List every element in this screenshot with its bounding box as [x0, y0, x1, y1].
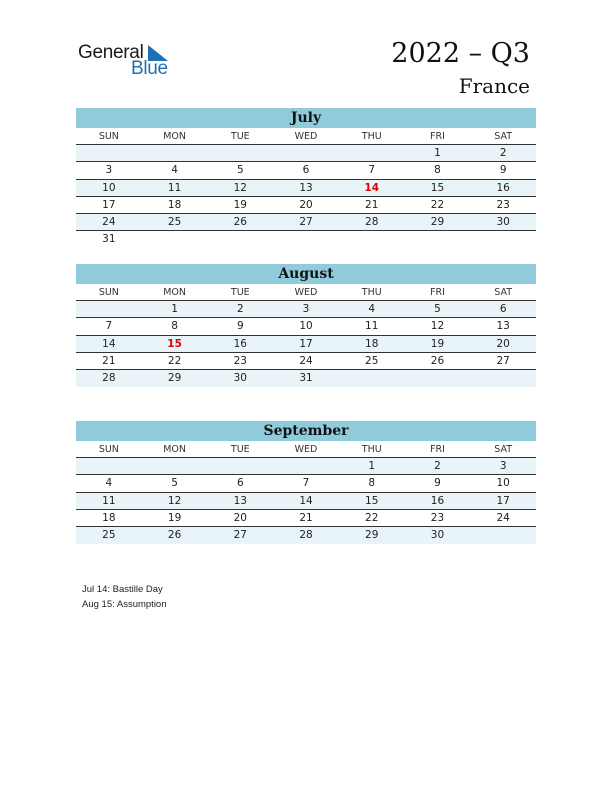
month-header: July [76, 108, 536, 128]
day-cell: 17 [102, 198, 116, 211]
day-cell: 14 [299, 494, 313, 507]
day-cell: 29 [430, 216, 445, 229]
day-cell: 4 [171, 164, 178, 177]
weekday-label: WED [294, 287, 318, 298]
month-header: August [76, 264, 536, 284]
weekday-label: FRI [430, 131, 445, 142]
day-cell: 19 [167, 511, 182, 524]
weekday-label: TUE [230, 131, 250, 142]
day-cell [207, 458, 273, 474]
week-row [76, 301, 536, 318]
day-cell: 26 [233, 216, 247, 229]
weekday-label: SAT [494, 131, 513, 142]
day-cell [339, 231, 405, 248]
weekday-label: SUN [98, 131, 119, 142]
logo-general-text: General [78, 42, 144, 63]
day-cell: 8 [368, 477, 376, 490]
week-row [76, 370, 536, 387]
day-cell: 17 [299, 337, 313, 350]
day-cell: 19 [430, 337, 445, 350]
day-cell: 25 [167, 216, 182, 229]
day-cell: 29 [365, 529, 379, 542]
weekday-label: SUN [98, 287, 119, 298]
day-cell: 20 [299, 198, 313, 211]
day-cell: 26 [430, 354, 445, 367]
day-cell [470, 231, 536, 248]
week-row [76, 180, 536, 197]
day-cell: 18 [167, 198, 182, 211]
day-cell: 23 [496, 198, 510, 211]
day-cell: 6 [499, 303, 507, 315]
day-cell: 23 [430, 511, 445, 524]
day-cell: 16 [233, 337, 247, 350]
week-row [76, 145, 536, 162]
day-cell: 4 [368, 303, 376, 315]
day-cell [273, 231, 339, 248]
day-cell: 18 [365, 337, 379, 350]
day-cell: 22 [430, 198, 445, 211]
month-august [76, 264, 536, 387]
holiday-notes [82, 582, 167, 612]
week-row [76, 336, 536, 353]
month-september [76, 421, 536, 544]
day-cell: 15 [430, 181, 445, 194]
day-cell: 21 [365, 198, 379, 211]
day-cell: 15 [365, 494, 379, 507]
day-cell: 24 [102, 216, 116, 229]
day-cell: 11 [365, 320, 379, 333]
week-row [76, 510, 536, 527]
day-cell: 27 [233, 529, 247, 542]
day-cell: 12 [233, 181, 247, 194]
day-cell: 25 [102, 529, 116, 542]
day-cell: 27 [496, 354, 510, 367]
day-cell [142, 145, 208, 161]
weekday-label: TUE [230, 444, 250, 455]
holiday-day-cell: 14 [364, 181, 380, 194]
day-cell [470, 527, 536, 544]
weekday-label: THU [361, 131, 382, 142]
day-cell: 31 [299, 372, 313, 385]
day-cell: 26 [167, 529, 182, 542]
weekday-label: THU [361, 444, 382, 455]
weekday-label: SAT [494, 444, 513, 455]
day-cell: 17 [496, 494, 510, 507]
day-cell [142, 458, 208, 474]
day-cell: 11 [102, 494, 116, 507]
day-cell: 31 [102, 233, 116, 246]
weekday-label: SAT [494, 287, 513, 298]
day-cell: 20 [496, 337, 510, 350]
day-cell [339, 370, 405, 387]
day-cell: 10 [102, 181, 116, 194]
day-cell: 14 [102, 337, 116, 350]
day-cell: 2 [499, 147, 507, 159]
day-cell: 1 [171, 303, 178, 315]
day-cell: 2 [434, 460, 441, 472]
day-cell: 24 [496, 511, 510, 524]
day-cell: 25 [365, 354, 379, 367]
day-cell: 13 [233, 494, 247, 507]
day-cell: 16 [430, 494, 445, 507]
day-cell: 30 [496, 216, 510, 229]
day-cell: 28 [299, 529, 313, 542]
day-cell: 21 [102, 354, 116, 367]
day-cell: 22 [167, 354, 182, 367]
week-row [76, 214, 536, 231]
weekday-label: FRI [430, 444, 445, 455]
day-cell: 22 [365, 511, 379, 524]
weekday-label: MON [163, 287, 186, 298]
day-cell: 1 [434, 147, 441, 159]
weekday-label: THU [361, 287, 382, 298]
week-row [76, 493, 536, 510]
logo [78, 42, 178, 78]
day-cell: 13 [496, 320, 510, 333]
day-cell [76, 145, 142, 161]
day-cell: 10 [496, 477, 510, 490]
day-cell: 5 [434, 303, 441, 315]
day-cell: 28 [365, 216, 379, 229]
day-cell: 5 [171, 477, 178, 490]
day-cell: 3 [499, 460, 507, 472]
weekday-label: TUE [230, 287, 250, 298]
day-cell: 24 [299, 354, 313, 367]
month-july [76, 108, 536, 249]
day-cell: 2 [236, 303, 244, 315]
week-row [76, 353, 536, 370]
day-cell: 5 [236, 164, 244, 177]
day-cell: 9 [434, 477, 441, 490]
day-cell [470, 370, 536, 387]
day-cell: 6 [302, 164, 310, 177]
weekday-label: WED [294, 131, 318, 142]
week-row [76, 197, 536, 214]
day-cell [76, 458, 142, 474]
day-cell [339, 145, 405, 161]
day-cell: 29 [167, 372, 182, 385]
day-cell: 9 [499, 164, 507, 177]
day-cell: 11 [167, 181, 182, 194]
weekday-label: MON [163, 131, 186, 142]
day-cell: 12 [430, 320, 445, 333]
country-name: France [458, 74, 530, 98]
weekday-label: WED [294, 444, 318, 455]
day-cell [405, 231, 471, 248]
day-cell [142, 231, 208, 248]
day-cell: 12 [167, 494, 182, 507]
day-cell [207, 145, 273, 161]
day-cell [405, 370, 471, 387]
day-cell: 1 [368, 460, 376, 472]
day-cell: 4 [105, 477, 113, 490]
day-cell: 8 [434, 164, 441, 177]
day-cell: 3 [302, 303, 310, 315]
day-cell: 3 [105, 164, 113, 177]
day-cell [273, 145, 339, 161]
day-cell [76, 301, 142, 317]
day-cell: 7 [368, 164, 376, 177]
week-row [76, 162, 536, 179]
day-cell: 21 [299, 511, 313, 524]
weekday-label: SUN [98, 444, 119, 455]
day-cell: 28 [102, 372, 116, 385]
day-cell: 13 [299, 181, 313, 194]
day-cell [207, 231, 273, 248]
day-cell: 30 [430, 529, 445, 542]
week-row [76, 527, 536, 544]
day-cell: 30 [233, 372, 247, 385]
week-row [76, 458, 536, 475]
day-cell: 18 [102, 511, 116, 524]
day-cell [273, 458, 339, 474]
weekday-header-row [76, 284, 536, 301]
holiday-note: Jul 14: Bastille Day [82, 584, 163, 595]
weekday-header-row [76, 128, 536, 145]
day-cell: 23 [233, 354, 247, 367]
day-cell: 7 [302, 477, 310, 490]
day-cell: 8 [171, 320, 178, 333]
day-cell: 27 [299, 216, 313, 229]
month-header: September [76, 421, 536, 441]
weekday-header-row [76, 441, 536, 458]
day-cell: 19 [233, 198, 247, 211]
week-row [76, 475, 536, 492]
week-row [76, 318, 536, 335]
day-cell: 6 [236, 477, 244, 490]
day-cell: 10 [299, 320, 313, 333]
day-cell: 20 [233, 511, 247, 524]
holiday-day-cell: 15 [167, 337, 182, 350]
holiday-note: Aug 15: Assumption [82, 599, 167, 610]
weekday-label: FRI [430, 287, 445, 298]
page-title: 2022 – Q3 [391, 38, 530, 69]
week-row [76, 231, 536, 248]
logo-blue-text: Blue [131, 58, 168, 79]
day-cell: 7 [105, 320, 113, 333]
day-cell: 9 [236, 320, 244, 333]
weekday-label: MON [163, 444, 186, 455]
day-cell: 16 [496, 181, 510, 194]
